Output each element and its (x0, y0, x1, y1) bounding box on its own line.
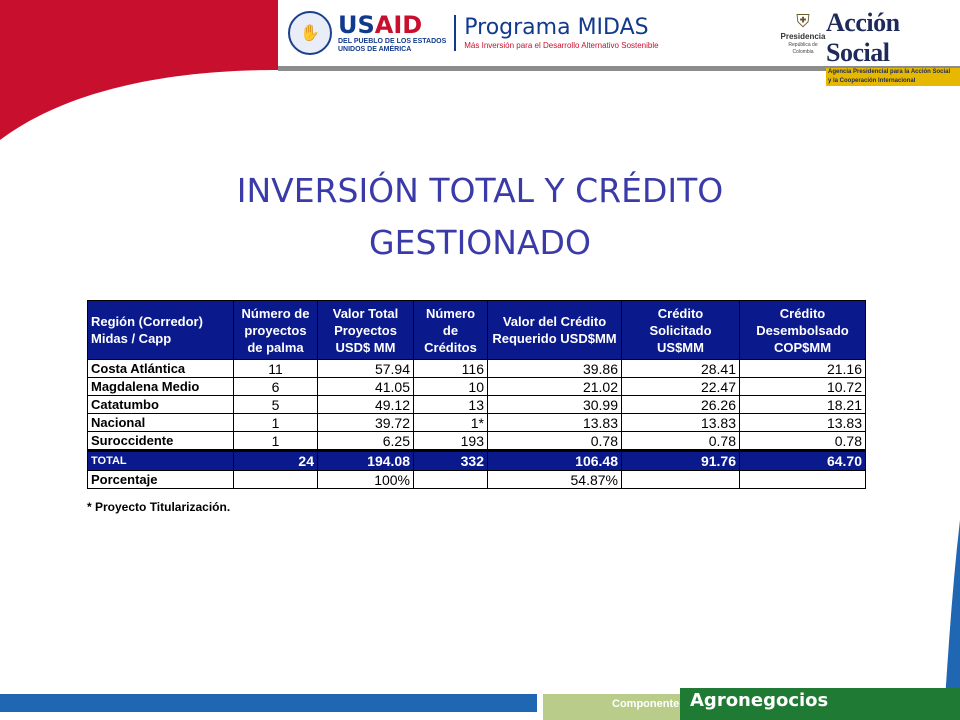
cell-num-creditos: 10 (414, 378, 488, 396)
accion-social-sub-1: Agencia Presidencial para la Acción Social (826, 68, 960, 77)
program-title: Programa MIDAS (464, 15, 649, 40)
coat-of-arms-icon: ⛨ (796, 11, 810, 31)
cell-num-creditos: 193 (414, 432, 488, 451)
cell-num-proyectos: 1 (234, 414, 318, 432)
cell-valor-credito: 0.78 (488, 432, 622, 451)
cell-valor-credito: 30.99 (488, 396, 622, 414)
header-num-proyectos: Número de proyectos de palma (234, 301, 318, 360)
table-total-row (88, 451, 866, 471)
cell-valor-total: 39.72 (318, 414, 414, 432)
presidencia-logo (778, 10, 828, 56)
cell-credito-desembolsado: 10.72 (740, 378, 866, 396)
cell-num-creditos: 13 (414, 396, 488, 414)
cell-percent-empty (234, 471, 318, 489)
cell-num-proyectos: 1 (234, 432, 318, 451)
cell-credito-solicitado: 22.47 (622, 378, 740, 396)
cell-credito-desembolsado: 0.78 (740, 432, 866, 451)
investment-table (87, 300, 866, 489)
cell-num-creditos: 1* (414, 414, 488, 432)
cell-valor-total: 6.25 (318, 432, 414, 451)
usaid-wordmark: USAID (338, 11, 423, 39)
footer-agronegocios-label: Agronegocios (690, 690, 829, 711)
table-row (88, 414, 866, 432)
header-valor-total: Valor Total Proyectos USD$ MM (318, 301, 414, 360)
program-subtitle: Más Inversión para el Desarrollo Alternativo Sostenible (464, 41, 659, 50)
cell-region: Catatumbo (88, 396, 234, 414)
cell-num-creditos: 116 (414, 360, 488, 378)
usaid-seal-icon: ✋ (288, 11, 332, 55)
slide-title-line-1: INVERSIÓN TOTAL Y CRÉDITO (236, 171, 724, 210)
cell-valor-credito: 13.83 (488, 414, 622, 432)
footer-blue-band (0, 694, 537, 712)
footer-componente-label: Componente (612, 698, 680, 710)
logo-divider (454, 15, 456, 51)
cell-total-proyectos: 24 (234, 451, 318, 471)
header-num-creditos: Número de Créditos (414, 301, 488, 360)
cell-total-creditos: 332 (414, 451, 488, 471)
red-swoosh-decoration (0, 0, 300, 150)
cell-total-solicitado: 91.76 (622, 451, 740, 471)
cell-region: Nacional (88, 414, 234, 432)
accion-social-logo (826, 8, 960, 86)
cell-region: Suroccidente (88, 432, 234, 451)
midas-logo (464, 15, 658, 51)
cell-valor-total: 41.05 (318, 378, 414, 396)
cell-percent-credito: 54.87% (488, 471, 622, 489)
cell-valor-total: 49.12 (318, 396, 414, 414)
slide-title (0, 165, 960, 269)
usaid-subtitle-1: DEL PUEBLO DE LOS ESTADOS (338, 38, 447, 45)
table-header-row (88, 301, 866, 360)
cell-num-proyectos: 11 (234, 360, 318, 378)
header-bar (0, 0, 960, 84)
cell-percent-empty (414, 471, 488, 489)
presidencia-sublabel: República de Colombia (788, 42, 818, 55)
cell-credito-solicitado: 0.78 (622, 432, 740, 451)
cell-total-label: TOTAL (88, 451, 234, 471)
cell-credito-solicitado: 26.26 (622, 396, 740, 414)
usaid-subtitle-2: UNIDOS DE AMÉRICA (338, 46, 412, 53)
cell-valor-credito: 39.86 (488, 360, 622, 378)
cell-percent-valor: 100% (318, 471, 414, 489)
cell-valor-total: 57.94 (318, 360, 414, 378)
cell-num-proyectos: 5 (234, 396, 318, 414)
cell-percent-label: Porcentaje (88, 471, 234, 489)
header-valor-credito: Valor del Crédito Requerido USD$MM (488, 301, 622, 360)
cell-region: Costa Atlántica (88, 360, 234, 378)
table-percent-row (88, 471, 866, 489)
presidencia-label: Presidencia (780, 32, 826, 41)
cell-total-valor-credito: 106.48 (488, 451, 622, 471)
right-edge-decoration (945, 520, 960, 700)
cell-credito-solicitado: 28.41 (622, 360, 740, 378)
cell-valor-credito: 21.02 (488, 378, 622, 396)
cell-num-proyectos: 6 (234, 378, 318, 396)
cell-credito-solicitado: 13.83 (622, 414, 740, 432)
cell-region: Magdalena Medio (88, 378, 234, 396)
cell-total-valor: 194.08 (318, 451, 414, 471)
cell-percent-empty (740, 471, 866, 489)
table-row (88, 360, 866, 378)
cell-credito-desembolsado: 18.21 (740, 396, 866, 414)
accion-social-sub-2: y la Cooperación Internacional (826, 77, 960, 86)
table-footnote: * Proyecto Titularización. (87, 500, 231, 514)
table-row (88, 396, 866, 414)
cell-credito-desembolsado: 13.83 (740, 414, 866, 432)
header-credito-desembolsado: Crédito Desembolsado COP$MM (740, 301, 866, 360)
table-row (88, 378, 866, 396)
header-region: Región (Corredor) Midas / Capp (88, 301, 234, 360)
cell-percent-empty (622, 471, 740, 489)
table-row (88, 432, 866, 451)
header-credito-solicitado: Crédito Solicitado US$MM (622, 301, 740, 360)
accion-social-wordmark: Acción Social (826, 8, 900, 67)
slide-title-line-2: GESTIONADO (369, 223, 591, 262)
usaid-logo (288, 11, 659, 55)
cell-total-desembolsado: 64.70 (740, 451, 866, 471)
cell-credito-desembolsado: 21.16 (740, 360, 866, 378)
